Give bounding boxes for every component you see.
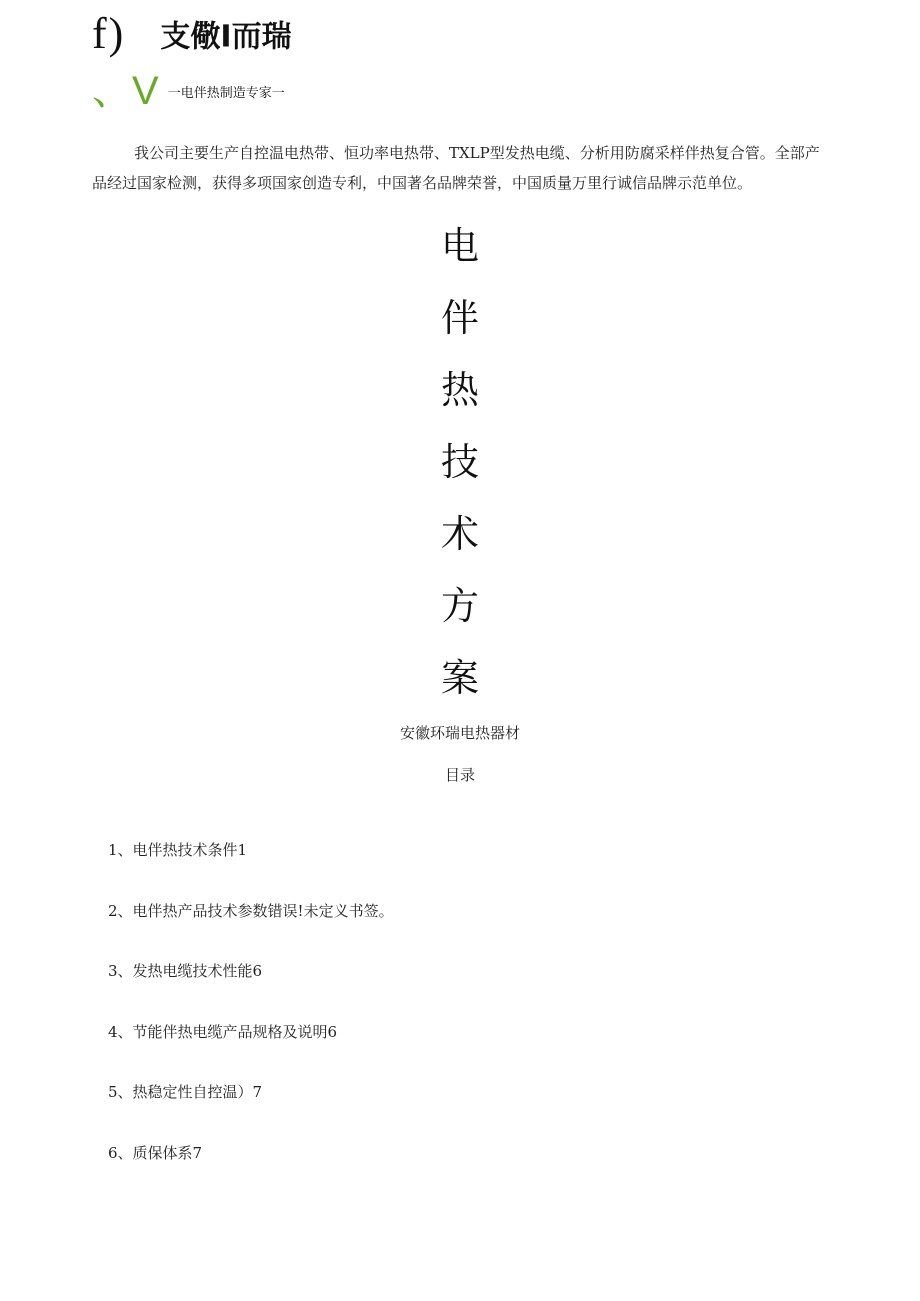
title-char: 技 <box>440 440 479 484</box>
brand-logo-text: 支儆I而瑞 <box>160 19 292 55</box>
brand-subheader <box>92 66 285 116</box>
title-char: 电 <box>440 224 479 268</box>
title-char: 术 <box>440 512 479 556</box>
toc-item[interactable]: 1、电伴热技术条件1 <box>108 841 248 859</box>
toc-item[interactable]: 3、发热电缆技术性能6 <box>108 962 263 980</box>
brand-header <box>92 8 292 64</box>
title-char: 热 <box>440 368 479 412</box>
table-of-contents <box>108 836 394 1199</box>
company-intro-paragraph: 我公司主要生产自控温电热带、恒功率电热带、TXLP型发热电缆、分析用防腐采样伴热复合管。全部产品经过国家检测，获得多项国家创造专利，中国著名品牌荣誉，中国质量万里行诚信品牌示范单位。 <box>92 144 820 192</box>
toc-heading: 目录 <box>444 766 475 784</box>
document-title <box>0 210 920 714</box>
toc-item[interactable]: 4、节能伴热电缆产品规格及说明6 <box>108 1022 338 1041</box>
toc-item[interactable]: 2、电伴热产品技术参数错误!未定义书签。 <box>108 901 394 920</box>
company-name: 安徽环瑞电热器材 <box>399 724 520 742</box>
title-char: 伴 <box>440 296 479 340</box>
title-char: 方 <box>440 584 479 628</box>
toc-item[interactable]: 6、质保体系7 <box>108 1143 203 1162</box>
brand-accent-mark: 、V <box>92 69 159 113</box>
brand-slogan: 一电伴热制造专家一 <box>167 85 285 101</box>
title-char: 案 <box>440 656 479 700</box>
toc-item[interactable]: 5、热稳定性自控温）7 <box>108 1083 263 1101</box>
brand-logo-mark: f) <box>92 9 126 58</box>
